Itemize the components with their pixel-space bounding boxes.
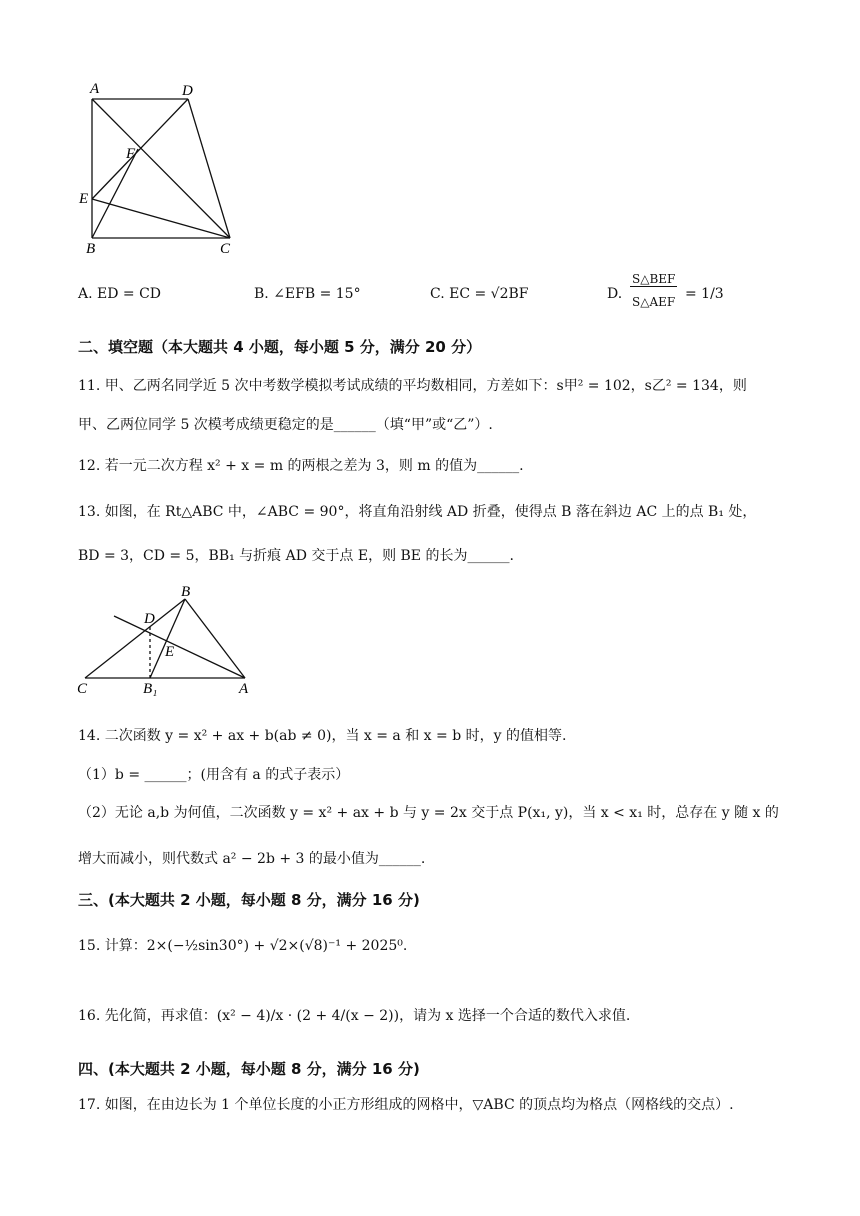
- question-11-line1: 11. 甲、乙两名同学近 5 次中考数学模拟考试成绩的平均数相同，方差如下：s甲² = 102，s乙² = 134，则: [78, 378, 747, 394]
- line-ec: [92, 199, 230, 238]
- question-14-part1: （1）b = ______；(用含有 a 的式子表示）: [78, 767, 350, 783]
- label-c: C: [220, 241, 231, 257]
- label-a: A: [239, 681, 249, 697]
- figure-trapezoid: [70, 78, 250, 258]
- label-b: B: [86, 241, 96, 257]
- line-ad: [114, 616, 245, 678]
- label-a: A: [90, 81, 100, 97]
- option-a: A. ED = CD: [78, 286, 162, 302]
- label-d: D: [182, 83, 193, 99]
- edge-cb: [85, 599, 185, 678]
- question-12: 12. 若一元二次方程 x² + x = m 的两根之差为 3，则 m 的值为______.: [78, 458, 524, 474]
- question-14-line1: 14. 二次函数 y = x² + ax + b(ab ≠ 0)，当 x = a 和 x = b 时，y 的值相等.: [78, 728, 567, 744]
- question-14-part2-line1: （2）无论 a,b 为何值，二次函数 y = x² + ax + b 与 y = 2x 交于点 P(x₁, y)，当 x < x₁ 时，总存在 y 随 x 的: [78, 805, 779, 821]
- section-4-heading: 四、(本大题共 2 小题，每小题 8 分，满分 16 分): [78, 1060, 420, 1078]
- question-16: 16. 先化简，再求值：(x² − 4)/x · (2 + 4/(x − 2))，请为 x 选择一个合适的数代入求值.: [78, 1008, 631, 1024]
- option-d-denominator: S△AEF: [632, 295, 676, 309]
- question-11-line2: 甲、乙两位同学 5 次模考成绩更稳定的是______（填“甲”或“乙”）.: [78, 417, 493, 433]
- option-d-rhs: = 1/3: [685, 286, 724, 302]
- line-bf: [92, 149, 138, 238]
- label-e: E: [79, 191, 89, 207]
- edge-ba: [185, 599, 245, 678]
- line-bb1: [150, 599, 185, 678]
- option-c: C. EC = √2BF: [430, 286, 529, 302]
- label-b1: B₁: [143, 681, 158, 697]
- option-d-numerator: S△BEF: [632, 272, 676, 286]
- label-d: D: [144, 611, 155, 627]
- label-f: F: [126, 146, 136, 162]
- option-d-prefix: D.: [607, 286, 623, 302]
- section-2-heading: 二、填空题（本大题共 4 小题，每小题 5 分，满分 20 分）: [78, 338, 482, 356]
- label-b: B: [181, 584, 191, 600]
- question-13-line2: BD = 3，CD = 5，BB₁ 与折痕 AD 交于点 E，则 BE 的长为______.: [78, 548, 514, 564]
- question-15: 15. 计算：2×(−½sin30°) + √2×(√8)⁻¹ + 2025⁰.: [78, 938, 408, 954]
- label-c: C: [77, 681, 88, 697]
- question-17: 17. 如图，在由边长为 1 个单位长度的小正方形组成的网格中，▽ABC 的顶点均为格点（网格线的交点）.: [78, 1097, 734, 1113]
- question-13-line1: 13. 如图，在 Rt△ABC 中，∠ABC = 90°，将直角沿射线 AD 折叠，使得点 B 落在斜边 AC 上的点 B₁ 处，: [78, 504, 757, 520]
- option-b: B. ∠EFB = 15°: [254, 286, 361, 302]
- section-3-heading: 三、(本大题共 2 小题，每小题 8 分，满分 16 分): [78, 891, 420, 909]
- figure-right-triangle: [70, 583, 270, 698]
- question-14-part2-line2: 增大而减小，则代数式 a² − 2b + 3 的最小值为______.: [78, 851, 426, 867]
- label-e: E: [165, 644, 175, 660]
